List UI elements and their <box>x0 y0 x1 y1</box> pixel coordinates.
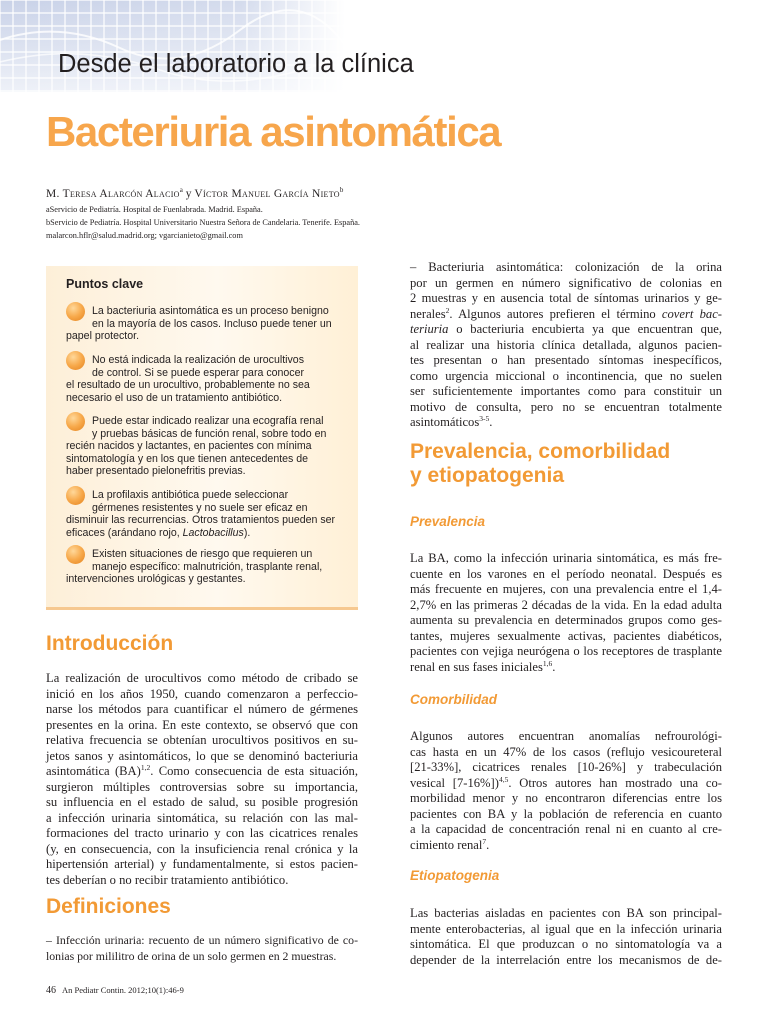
authors-line <box>46 186 343 200</box>
key-points-title: Puntos clave <box>66 277 144 291</box>
page-footer <box>46 985 184 996</box>
affiliation-a: aServicio de Pediatría. Hospital de Fuenlabrada. Madrid. España. <box>46 205 263 214</box>
orange-bullet-icon <box>66 486 85 505</box>
text-run: vesical [7-16%]) <box>410 775 499 790</box>
key-point-line: manejo específico: malnutrición, trasplante renal, <box>92 560 323 573</box>
heading-etiopatogenia-line: y etiopatogenia <box>410 464 565 487</box>
orange-bullet-icon <box>66 412 85 431</box>
text-line: – Bacteriuria asintomática: colonización de la orina <box>410 260 722 274</box>
text-line: su influencia en el estado de salud, su posible progresión <box>46 795 358 809</box>
text-line: aumenta su prevalencia en determinados grupos como ges- <box>410 613 722 627</box>
key-points-box <box>46 266 358 610</box>
text-line: tes presentan o han presentado síntomas inespecíficos, <box>410 353 722 367</box>
key-point-line: eficaces (arándano rojo, <box>66 526 183 539</box>
text-line: formaciones del tracto urinario y con las cicatrices renales <box>46 826 358 840</box>
text-run: . Algunos autores prefieren el término <box>449 306 662 321</box>
text-line: lonias por mililitro de orina de un solo germen en 2 muestras. <box>46 948 337 963</box>
text-line <box>410 660 722 676</box>
text-run: . Como consecuencia de esta situación, <box>150 764 358 778</box>
heading-prevalencia-comorbilidad: Prevalencia, comorbilidad <box>410 440 671 463</box>
citation-ref: 3-5 <box>479 414 490 423</box>
subheading-etiopatogenia: Etiopatogenia <box>410 868 500 883</box>
text-line: [21-33%], cicatrices renales [10-26%] y trabeculación <box>410 760 722 774</box>
key-point-item <box>66 305 352 343</box>
citation-ref: 2 <box>445 305 450 315</box>
text-run: nerales <box>410 306 446 321</box>
definition-bacteriuria-paragraph <box>410 260 722 431</box>
text-run: . <box>489 415 493 429</box>
key-point-item <box>66 548 352 586</box>
etiopathogenesis-paragraph <box>410 906 722 968</box>
text-run: . <box>552 659 556 674</box>
key-point-line: Puede estar indicado realizar una ecografía renal <box>92 415 324 427</box>
key-point-line: Existen situaciones de riesgo que requieren un <box>92 548 313 560</box>
text-run: cimiento renal <box>410 837 483 852</box>
text-line: hipertensión arterial) y fundamentalmente, si estos pacien- <box>46 857 358 871</box>
text-line <box>410 776 722 792</box>
text-run: asintomáticos <box>410 415 480 429</box>
affiliation-b: bServicio de Pediatría. Hospital Universitario Nuestra Señora de Candelaria. Tenerife. España. <box>46 218 360 227</box>
text-line: sintomática. El que produzcan o no sintomatología va a <box>410 937 722 951</box>
key-point-line: disminuir las recurrencias. Otros tratamientos pueden ser <box>66 514 336 526</box>
key-point-line: sintomatología y en los que tienen antecedentes de <box>66 452 309 465</box>
text-line: morbilidad menor y no encontraron diferencias entre los <box>410 791 722 805</box>
key-point-line: haber presentado pielonefritis previas. <box>66 465 246 477</box>
text-line: más frecuente en mujeres, con una prevalencia entre el 1,4- <box>410 582 722 596</box>
text-line: jetos sanos y asintomáticos, lo que se denominó bacteriuria <box>46 748 358 763</box>
text-line: como urgencia miccional o incontinencia, que no suelen <box>410 368 722 383</box>
text-line: por un germen en número significativo de colonias en <box>410 275 722 290</box>
text-line: La realización de urocultivos como método de cribado se <box>46 671 358 685</box>
text-line: tantes, mujeres sexualmente activas, pacientes diabéticos, <box>410 628 722 643</box>
key-point-line: papel protector. <box>66 330 140 342</box>
affiliation-marker: a <box>179 186 183 194</box>
text-line: presentes en la orina. En este contexto, se observó que con <box>46 717 358 732</box>
citation-ref: 4,5 <box>498 774 509 784</box>
text-line: mente enterobacterias, al igual que en la infección urinaria <box>410 921 722 936</box>
text-line: Las bacterias aisladas en pacientes con BA son principal- <box>410 906 722 920</box>
text-line: tes deberían o no recibir tratamiento antibiótico. <box>46 872 289 887</box>
key-point-line: recién nacidos y lactantes, en pacientes con mínima <box>66 440 312 452</box>
subheading-comorbilidad: Comorbilidad <box>410 692 497 707</box>
intro-paragraph <box>46 671 358 888</box>
text-line: – Infección urinaria: recuento de un número significativo de co- <box>46 933 358 947</box>
affiliation-marker: b <box>339 186 344 194</box>
contact-emails: malarcon.hflr@salud.madrid.org; vgarcianieto@gmail.com <box>46 231 243 240</box>
key-point-line: y pruebas básicas de función renal, sobre todo en <box>92 427 327 440</box>
heading-definiciones: Definiciones <box>46 895 171 918</box>
text-run: renal en sus fases iniciales <box>410 659 543 674</box>
text-run: o bacteriuria encubierta ya que encuentran que, <box>448 322 722 336</box>
text-line: a la capacidad de concentración renal ni en cuanto al cre- <box>410 822 722 836</box>
text-italic: teriuria <box>410 322 449 336</box>
key-point-line: de control. Si se puede esperar para conocer <box>92 366 305 379</box>
author-name: Víctor Manuel García Nieto <box>194 187 340 200</box>
section-label: Desde el laboratorio a la clínica <box>58 50 414 78</box>
citation-ref: 1,6 <box>542 658 553 668</box>
definitions-paragraph <box>46 933 358 964</box>
text-line <box>410 838 722 854</box>
key-point-line: La bacteriuria asintomática es un proceso benigno <box>92 305 329 317</box>
text-italic: covert bac- <box>661 306 722 321</box>
text-line: relativa frecuencia se obtenían urocultivos positivos en su- <box>46 733 358 747</box>
key-point-line: intervenciones urológicas y gestantes. <box>66 573 246 585</box>
text-line: motivo de consulta, pero no se encuentran totalmente <box>410 399 722 414</box>
text-line <box>410 307 722 323</box>
key-point-line: el resultado de un urocultivo, probablemente no sea <box>66 379 310 391</box>
text-line: 2,7% en las primeras 2 décadas de la vida. En la edad adulta <box>410 597 722 612</box>
text-line: a infección urinaria sintomática, su relación con las mal- <box>46 810 358 825</box>
key-point-line: gérmenes resistentes y no suele ser eficaz en <box>92 501 308 514</box>
text-run: . Otros autores han mostrado una co- <box>508 775 722 790</box>
author-name: M. Teresa Alarcón Alacio <box>46 187 180 200</box>
text-line: pacientes con BA y la población de referencia en cuanto <box>410 806 722 821</box>
text-line: Algunos autores encuentran anomalías nefrourológi- <box>410 729 722 743</box>
text-line: cas hasta en un 47% de los casos (reflujo vesicoureteral <box>410 744 722 759</box>
text-line: depender de la interrelación entre los mecanismos de de- <box>410 952 722 967</box>
author-conjunction: y <box>182 187 195 200</box>
heading-introduccion: Introducción <box>46 632 174 655</box>
key-point-line: en la mayoría de los casos. Incluso puede tener un <box>92 317 332 330</box>
text-line <box>410 322 722 338</box>
text-line: La BA, como la infección urinaria sintomática, es más fre- <box>410 551 722 565</box>
prevalence-paragraph <box>410 551 722 675</box>
citation-ref: 1,2 <box>140 763 151 772</box>
text-line: surgieron múltiples controversias sobre su importancia, <box>46 779 358 794</box>
text-line: cuente en los varones en el período neonatal. Después es <box>410 566 722 581</box>
text-line <box>46 764 358 780</box>
orange-bullet-icon <box>66 302 85 321</box>
text-line: pacientes con vejiga neurógena o los receptores de trasplante <box>410 644 722 658</box>
orange-bullet-icon <box>66 351 85 370</box>
text-line: al realizar una historia clínica detallada, algunos pacien- <box>410 337 722 352</box>
orange-bullet-icon <box>66 545 85 564</box>
text-line <box>410 415 722 431</box>
citation-ref: 7 <box>482 836 487 846</box>
article-title: Bacteriuria asintomática <box>46 108 501 155</box>
text-run: asintomática (BA) <box>46 764 141 778</box>
key-point-line: necesario el uso de un tratamiento antibiótico. <box>66 391 283 404</box>
text-line: ser suficientemente importantes como para constituir un <box>410 384 722 398</box>
key-point-line: La profilaxis antibiótica puede seleccionar <box>92 489 289 501</box>
comorbidity-paragraph <box>410 729 722 853</box>
text-line: narse los métodos para cuantificar el número de gérmenes <box>46 702 358 716</box>
subheading-prevalencia: Prevalencia <box>410 514 486 529</box>
key-point-item <box>66 489 352 539</box>
key-point-item <box>66 354 352 404</box>
key-point-italic: Lactobacillus <box>182 526 244 539</box>
text-run: . <box>486 837 490 852</box>
key-point-line: No está indicada la realización de urocultivos <box>92 354 304 366</box>
text-line: (y, en consecuencia, con la insuficiencia renal crónica y la <box>46 841 358 856</box>
page-number: 46 <box>46 985 56 996</box>
key-point-item <box>66 415 352 478</box>
text-line: inició en los años 1950, cuando comenzaron a perfeccio- <box>46 686 358 701</box>
text-line: 2 muestras y en ausencia total de síntomas urinarios y ge- <box>410 291 722 305</box>
journal-citation: An Pediatr Contin. 2012;10(1):46-9 <box>62 985 184 995</box>
key-point-line: ). <box>243 526 251 539</box>
